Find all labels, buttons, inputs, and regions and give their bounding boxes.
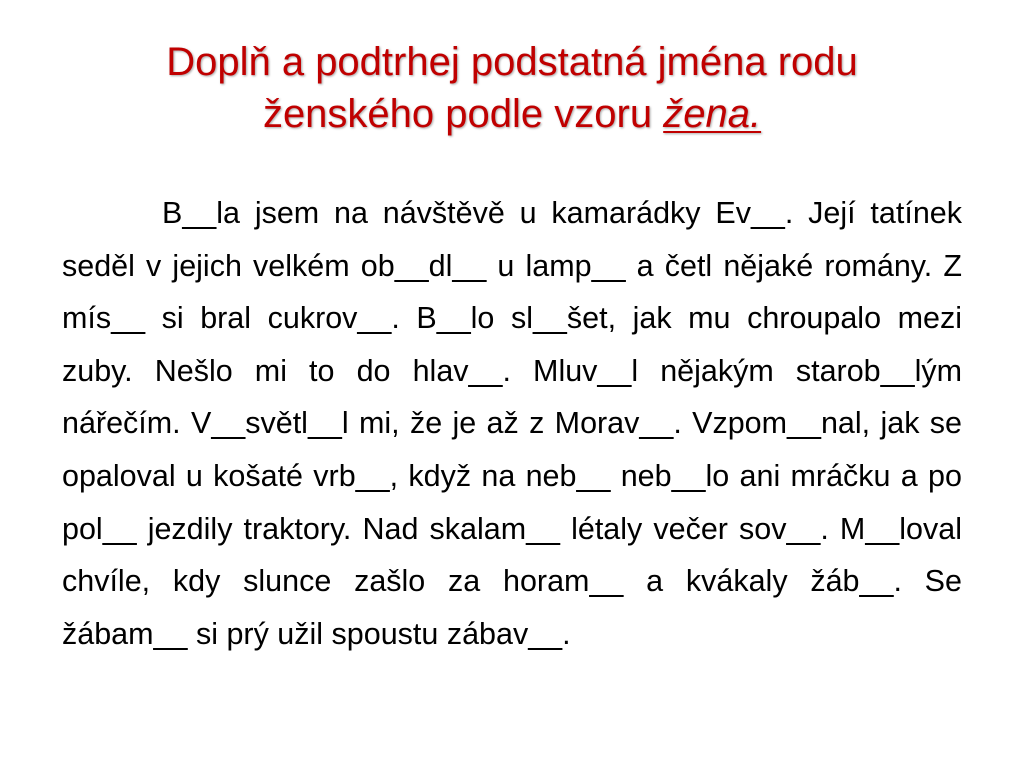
title-line-1: Doplň a podtrhej podstatná jména rodu <box>166 40 858 84</box>
slide-title <box>40 36 984 140</box>
title-line-2: ženského podle vzoru <box>262 92 653 136</box>
exercise-text: B__la jsem na návštěvě u kamarádky Ev__. Její tatínek seděl v jejich velkém ob__dl__ u lamp__ a četl nějaké romány. Z mís__ si bral cukrov__. B__lo sl__šet, jak mu chroupalo mezi zuby. Nešlo mi to do hlav__. Mluv__l nějakým starob__lým nářečím. V__světl__l mi, že je až z Morav__. Vzpom__nal, jak se opaloval u košaté vrb__, když na neb__ neb__lo ani mráčku a po pol__ jezdily traktory. Nad skalam__ létaly večer sov__. M__loval chvíle, kdy slunce zašlo za horam__ a kvákaly žáb__. Se žábam__ si prý užil spoustu zábav__. <box>62 196 962 651</box>
title-pattern-word: žena. <box>663 92 762 136</box>
